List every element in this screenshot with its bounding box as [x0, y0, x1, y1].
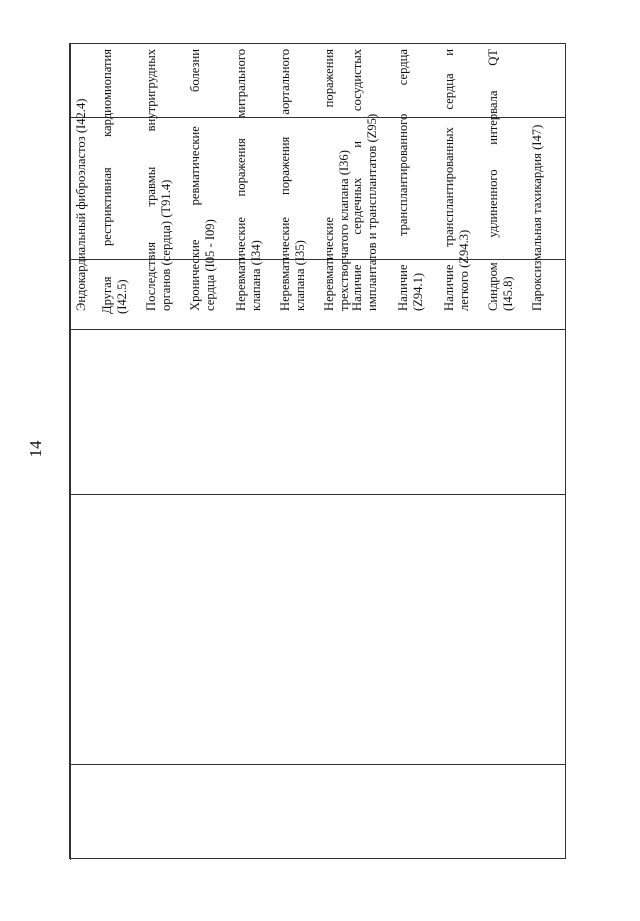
- column-divider-5: [70, 764, 565, 765]
- row-heart-transplant: Наличие трансплантированного сердца (Z94.1): [396, 49, 425, 311]
- row-tricuspid-valve: Неревматические поражения трехстворчатого клапана (I36): [322, 49, 351, 311]
- row-cardiac-implants: Наличие сердечных и сосудистых имплантатов и трансплантатов (Z95): [350, 49, 379, 311]
- row-intrathoracic-trauma: Последствия травмы внутригрудных органов (сердца) (T91.4): [144, 49, 173, 311]
- row-long-qt: Синдром удлиненного интервала QT (I45.8): [486, 49, 515, 311]
- document-table: [69, 43, 566, 859]
- row-mitral-valve: Неревматические поражения митрального клапана (I34): [234, 49, 263, 311]
- row-chronic-rheumatic: Хронические ревматические болезни сердца (I05 - I09): [188, 49, 217, 311]
- row-restrictive-cardiomyopathy: Другая рестриктивная кардиомиопатия (I42.5): [100, 49, 129, 314]
- row-divider: [70, 44, 71, 860]
- column-divider-3: [70, 329, 565, 330]
- row-aortic-valve: Неревматические поражения аортального клапана (I35): [278, 49, 307, 311]
- row-heart-lung-transplant: Наличие трансплантированных сердца и легкого (Z94.3): [442, 49, 471, 311]
- row-paroxysmal-tachycardia: Пароксизмальная тахикардия (I47): [530, 124, 544, 311]
- page-number: 14: [26, 440, 45, 458]
- row-endocardial-fibroelastosis: Эндокардиальный фиброэластоз (I42.4): [74, 98, 88, 311]
- column-divider-4: [70, 494, 565, 495]
